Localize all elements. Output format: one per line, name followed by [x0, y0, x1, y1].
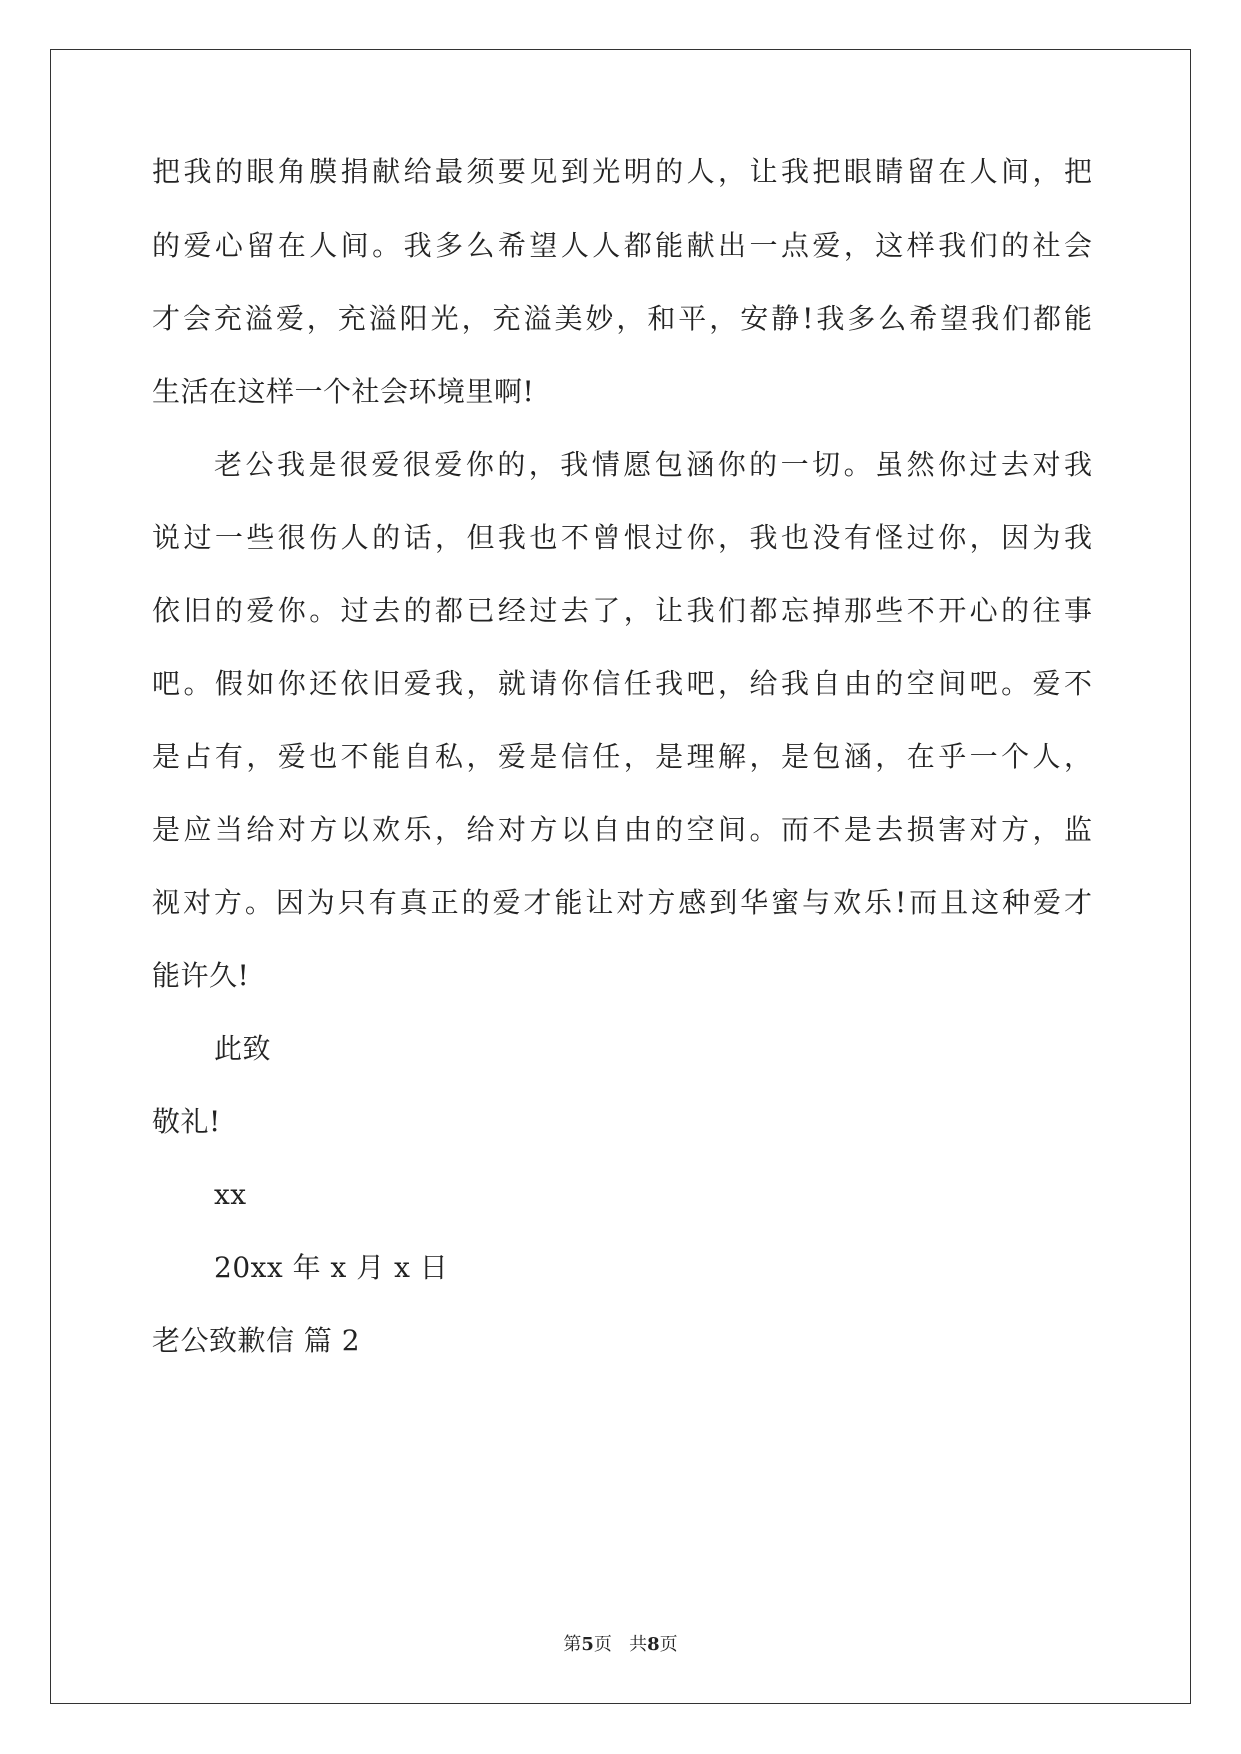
paragraph-1-line-1: 把我的眼角膜捐献给最须要见到光明的人，让我把眼睛留在人间，把 [152, 155, 1092, 188]
salute-line: 敬礼! [152, 1105, 221, 1138]
signature: xx [214, 1178, 247, 1211]
paragraph-2-line-7: 视对方。因为只有真正的爱才能让对方感到华蜜与欢乐!而且这种爱才 [152, 886, 1092, 919]
footer-prefix: 第 [563, 1634, 582, 1655]
date-line: 20xx 年 x 月 x 日 [214, 1251, 449, 1284]
paragraph-2-line-3: 依旧的爱你。过去的都已经过去了，让我们都忘掉那些不开心的往事 [152, 594, 1092, 627]
page-border [50, 49, 1191, 1704]
paragraph-1-line-4: 生活在这样一个社会环境里啊! [152, 375, 535, 408]
paragraph-1-line-3: 才会充溢爱，充溢阳光，充溢美妙，和平，安静!我多么希望我们都能 [152, 302, 1092, 335]
paragraph-2-line-1: 老公我是很爱很爱你的，我情愿包涵你的一切。虽然你过去对我 [214, 448, 1092, 481]
next-section-heading: 老公致歉信 篇 2 [152, 1324, 361, 1357]
paragraph-1-line-2: 的爱心留在人间。我多么希望人人都能献出一点爱，这样我们的社会 [152, 229, 1092, 262]
footer-suffix: 页 [659, 1634, 678, 1655]
paragraph-2-line-2: 说过一些很伤人的话，但我也不曾恨过你，我也没有怪过你，因为我 [152, 521, 1092, 554]
page-footer [0, 1633, 1241, 1657]
footer-total-pages: 8 [647, 1634, 660, 1655]
paragraph-2-line-6: 是应当给对方以欢乐，给对方以自由的空间。而不是去损害对方，监 [152, 813, 1092, 846]
closing-line: 此致 [214, 1032, 272, 1065]
footer-middle: 页 共 [593, 1634, 648, 1655]
paragraph-2-line-5: 是占有，爱也不能自私，爱是信任，是理解，是包涵，在乎一个人， [152, 740, 1092, 773]
footer-current-page: 5 [581, 1634, 594, 1655]
paragraph-2-line-8: 能许久! [152, 959, 250, 992]
paragraph-2-line-4: 吧。假如你还依旧爱我，就请你信任我吧，给我自由的空间吧。爱不 [152, 667, 1092, 700]
